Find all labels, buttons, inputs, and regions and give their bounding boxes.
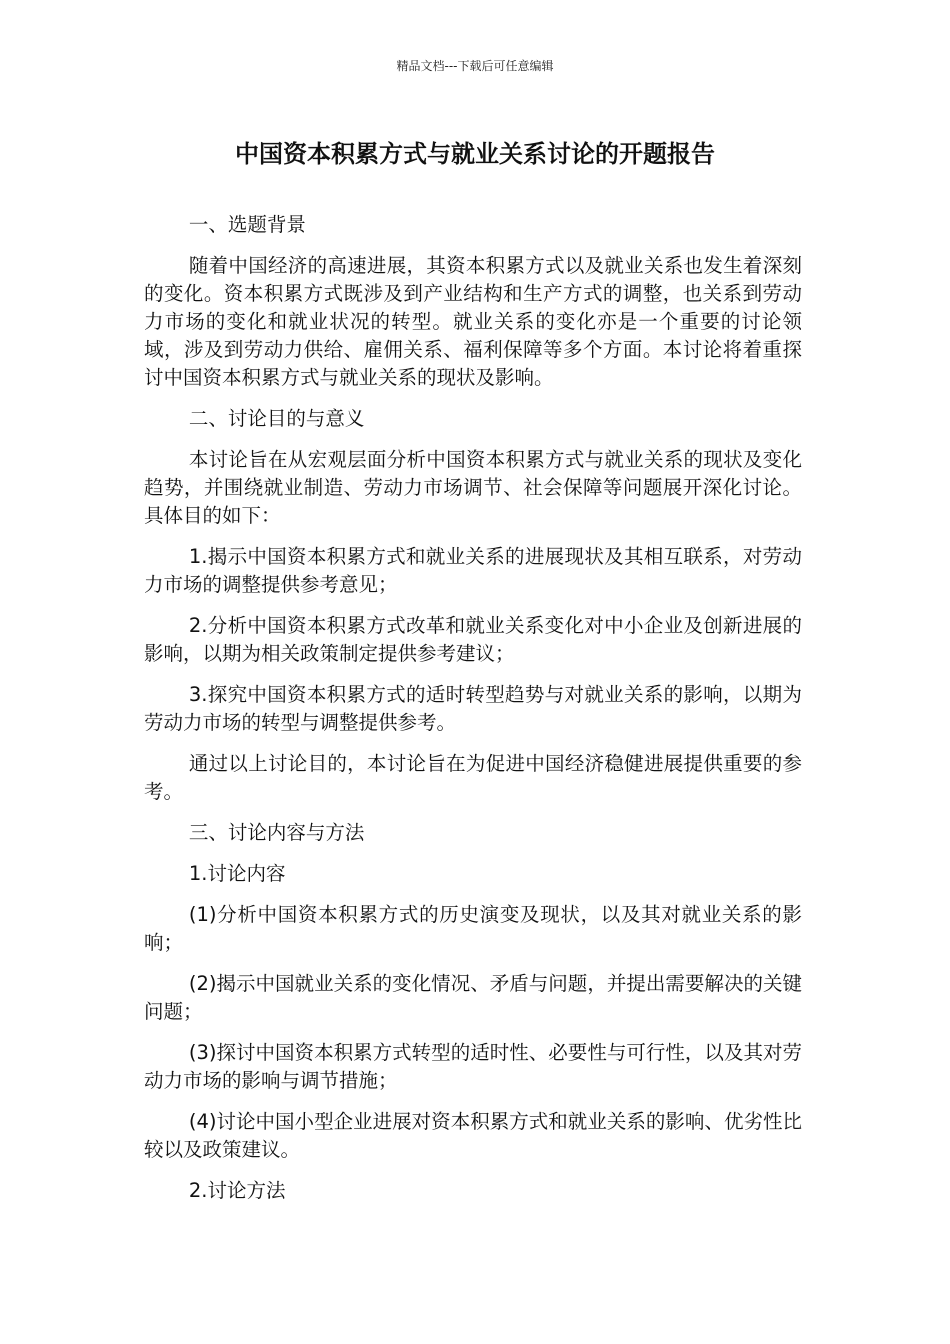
list-item-content-2: (2)揭示中国就业关系的变化情况、矛盾与问题，并提出需要解决的关键问题； bbox=[144, 972, 802, 1023]
paragraph-purpose-summary: 通过以上讨论目的，本讨论旨在为促进中国经济稳健进展提供重要的参考。 bbox=[144, 752, 802, 803]
subheading-content: 1.讨论内容 bbox=[188, 862, 286, 885]
section-heading-purpose: 二、讨论目的与意义 bbox=[188, 407, 365, 430]
list-item-purpose-3: 3.探究中国资本积累方式的适时转型趋势与对就业关系的影响，以期为劳动力市场的转型与调整提供参考。 bbox=[144, 683, 802, 734]
list-item-content-4: (4)讨论中国小型企业进展对资本积累方式和就业关系的影响、优劣性比较以及政策建议。 bbox=[144, 1110, 802, 1161]
list-item-purpose-1: 1.揭示中国资本积累方式和就业关系的进展现状及其相互联系，对劳动力市场的调整提供参考意见； bbox=[144, 545, 802, 596]
subheading-method: 2.讨论方法 bbox=[188, 1179, 286, 1202]
document-body bbox=[144, 211, 802, 1218]
list-item-purpose-2: 2.分析中国资本积累方式改革和就业关系变化对中小企业及创新进展的影响，以期为相关政策制定提供参考建议； bbox=[144, 614, 802, 665]
paragraph-purpose: 本讨论旨在从宏观层面分析中国资本积累方式与就业关系的现状及变化趋势，并围绕就业制造、劳动力市场调节、社会保障等问题展开深化讨论。具体目的如下： bbox=[144, 448, 802, 527]
list-item-content-3: (3)探讨中国资本积累方式转型的适时性、必要性与可行性，以及其对劳动力市场的影响与调节措施； bbox=[144, 1041, 802, 1092]
list-item-content-1: (1)分析中国资本积累方式的历史演变及现状，以及其对就业关系的影响； bbox=[144, 903, 802, 954]
section-heading-content-method: 三、讨论内容与方法 bbox=[188, 821, 365, 844]
document-title: 中国资本积累方式与就业关系讨论的开题报告 bbox=[235, 140, 715, 168]
page-header: 精品文档---下载后可任意编辑 bbox=[396, 59, 554, 73]
paragraph-background: 随着中国经济的高速进展，其资本积累方式以及就业关系也发生着深刻的变化。资本积累方式既涉及到产业结构和生产方式的调整，也关系到劳动力市场的变化和就业状况的转型。就业关系的变化亦是一个重要的讨论领域，涉及到劳动力供给、雇佣关系、福利保障等多个方面。本讨论将着重探讨中国资本积累方式与就业关系的现状及影响。 bbox=[144, 254, 802, 389]
section-heading-background: 一、选题背景 bbox=[188, 213, 306, 236]
